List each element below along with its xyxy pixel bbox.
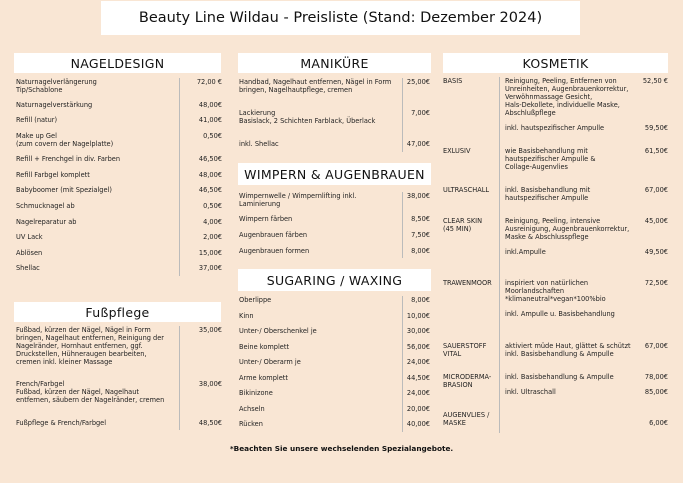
column-divider — [179, 326, 180, 430]
fusspflege-list: Fußbad, kürzen der Nägel, Nägel in Form bringen, Nagelhaut entfernen, Reinigung der Nagelränder, Hornhaut entfernen, ggf. Druckstellen, Hühneraugen bearbeiten, cremen inkl. kleiner Massage 35,00€ French/Farbgel Fußbad, kürzen der Nägel, Nagelhaut entfernen, säubern der Nagelränder, cremen 38,00€ Fußpflege & French/Farbgel 48,50€ — [16, 326, 222, 431]
footer-note: *Beachten Sie unsere wechselenden Spezialangebote. — [229, 444, 454, 453]
nageldesign-list: Naturnagelverlängerung Tip/Schablone 72,00 € Naturnagelverstärkung 48,00€ Refill (natur) 41,00€ Make up Gel (zum covern der Nagelplatte) 0,50€ Refill + Frenchgel in div. Farben 46,50€ Refill Farbgel komplett 48,00€ Babyboomer (mit Spezialgel) 46,50€ Schmucknagel ab 0,50€ Nagelreparatur ab 4,00€ UV Lack 2,00€ Ablösen 15,00€ Shellac 37,00€ — [16, 78, 222, 278]
manikuere-heading: MANIKÜRE — [238, 53, 431, 73]
page-title: Beauty Line Wildau - Preisliste (Stand: Dezember 2024) — [101, 1, 580, 35]
column-divider — [402, 192, 403, 258]
column-divider — [179, 78, 180, 276]
sugaring-list: Oberlippe 8,00€ Kinn 10,00€ Unter-/ Oberschenkel je 30,00€ Beine komplett 56,00€ Unter-/ Oberarm je 24,00€ Arme komplett 44,50€ Bikinizone 24,00€ Achseln 20,00€ Rücken 40,00€ — [239, 296, 430, 434]
column-divider — [402, 296, 403, 432]
sugaring-heading: SUGARING / WAXING — [238, 269, 431, 291]
manikuere-list: Handbad, Nagelhaut entfernen, Nägel in Form bringen, Nagelhautpflege, cremen 25,00€ Lackierung Basislack, 2 Schichten Farblack, Überlack 7,00€ inkl. Shellac 47,00€ — [239, 78, 430, 153]
fusspflege-heading: Fußpflege — [14, 302, 221, 322]
kosmetik-list: BASIS Reinigung, Peeling, Entfernen von Unreinheiten, Augenbrauenkorrektur, Verwöhnmassage Gesicht, Hals-Dekollete, individuelle Maske, Abschlußpflege 52,50 € inkl. hautspezifischer Ampulle 59,50€ EXLUSIV wie Basisbehandlung mit hautspezifischer Ampulle & Collage-Augenvlies 61,50€ ULTRASCHALL inkl. Basisbehandlung mit hautspezifischer Ampulle 67,00€ CLEAR SKIN (45 MIN) Reinigung, Peeling, intensive Ausreinigung, Augenbrauenkorrektur, Maske & Abschlusspflege 45,00€ inkl.Ampulle 49,50€ TRAWENMOOR inspiriert von natürlichen Moorlandschaften *klimaneutral*vegan*100%bio 72,50€ inkl. Ampulle u. Basisbehandlung SAUERSTOFF VITAL aktiviert müde Haut, glättet & schützt inkl. Basisbehandlung & Ampulle 67,00€ MICRODERMA- BRASION inkl. Basisbehandlung & Ampulle 78,00€ inkl. Ultraschall 85,00€ AUGENVLIES / MASKE 6,00€ — [443, 77, 668, 435]
wimpern-list: Wimpernwelle / Wimpernlifting inkl. Laminierung 38,00€ Wimpern färben 8,50€ Augenbrauen färben 7,50€ Augenbrauen formen 8,00€ — [239, 192, 430, 260]
nageldesign-heading: NAGELDESIGN — [14, 53, 221, 73]
column-divider — [499, 77, 500, 433]
kosmetik-heading: KOSMETIK — [443, 53, 668, 73]
wimpern-heading: WIMPERN & AUGENBRAUEN — [238, 163, 431, 185]
column-divider — [402, 78, 403, 152]
